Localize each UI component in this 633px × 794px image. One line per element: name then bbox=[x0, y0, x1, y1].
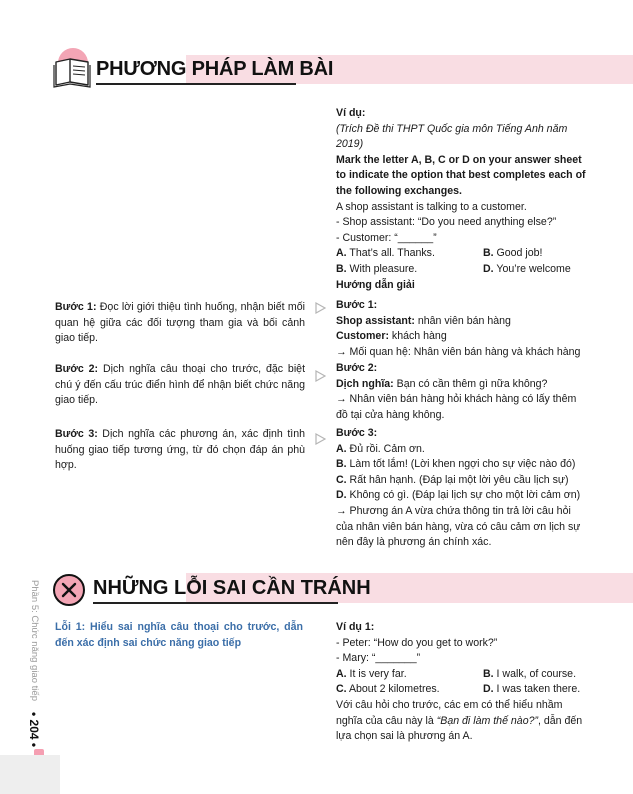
step3-right-line5: → Phương án A vừa chứa thông tin trả lời câu hỏi của nhân viên bán hàng, vừa có câu cảm ơn lịch sự nên đây là phương án chính xác. bbox=[336, 504, 581, 549]
sidebar-page-number: • 204 • bbox=[27, 712, 41, 748]
step1-right-line1: Shop assistant: nhân viên bán hàng bbox=[336, 314, 511, 327]
example1-block bbox=[336, 106, 586, 293]
section2-title: NHỮNG LỖI SAI CẦN TRÁNH bbox=[93, 577, 371, 599]
step3-right-label: Bước 3: bbox=[336, 427, 378, 439]
mistake1-option-b: B. I walk, of course. bbox=[483, 667, 577, 680]
mistake1-options-row1 bbox=[336, 667, 586, 683]
step2-right-line1: Dịch nghĩa: Bạn có cần thêm gì nữa không? bbox=[336, 377, 548, 390]
example1-source: (Trích Đề thi THPT Quốc gia môn Tiếng Anh năm 2019) bbox=[336, 122, 568, 151]
mistake1-label: Ví dụ 1: bbox=[336, 621, 375, 633]
book-icon bbox=[52, 57, 92, 89]
example1-label: Ví dụ: bbox=[336, 107, 366, 119]
triangle-arrow-icon bbox=[314, 370, 326, 382]
step2-right-label: Bước 2: bbox=[336, 362, 378, 374]
example1-line1: - Shop assistant: “Do you need anything else?” bbox=[336, 216, 557, 229]
step1-right-line2: Customer: khách hàng bbox=[336, 330, 447, 343]
section1-title: PHƯƠNG PHÁP LÀM BÀI bbox=[96, 58, 334, 80]
example1-guide: Hướng dẫn giải bbox=[336, 278, 415, 291]
step1-left-label: Bước 1: bbox=[55, 301, 97, 313]
mistake1-explanation: Với câu hỏi cho trước, các em có thể hiểu nhầm nghĩa của câu này là “Bạn đi làm thế nào?”, dẫn đến lựa chọn sai là phương án A. bbox=[336, 698, 583, 743]
step2-right-line2: → Nhân viên bán hàng hỏi khách hàng có lấy thêm đồ tại cửa hàng không. bbox=[336, 393, 577, 421]
example1-options-row2 bbox=[336, 262, 586, 278]
step3-right bbox=[336, 426, 586, 551]
triangle-arrow-icon bbox=[314, 302, 326, 314]
example1-options-row1 bbox=[336, 246, 586, 262]
triangle-arrow-icon bbox=[314, 433, 326, 445]
example1-option-c: B. With pleasure. bbox=[336, 262, 418, 275]
example1-line2: - Customer: “______” bbox=[336, 231, 437, 244]
step2-left bbox=[55, 362, 305, 409]
example1-option-b: B. Good job! bbox=[483, 247, 543, 260]
example1-instruction: Mark the letter A, B, C or D on your answer sheet to indicate the option that best completes each of the following exchanges. bbox=[336, 153, 586, 197]
mistake1-option-a: A. It is very far. bbox=[336, 667, 407, 680]
sidebar-chapter: Phần 5: Chức năng giao tiếp bbox=[29, 580, 40, 701]
sidebar-footer-block bbox=[0, 755, 60, 794]
mistake1-example bbox=[336, 620, 586, 745]
step2-right bbox=[336, 361, 586, 423]
step2-left-text: Dịch nghĩa câu thoại cho trước, đặc biệt chú ý đến cấu trúc điển hình để nhận biết chức năng giao tiếp. bbox=[55, 363, 306, 407]
mistake1-heading: Lỗi 1: Hiểu sai nghĩa câu thoại cho trước, dẫn đến xác định sai chức năng giao tiếp bbox=[55, 621, 303, 649]
step3-right-line3: C. Rất hân hạnh. (Đáp lại một lời yêu cầu lịch sự) bbox=[336, 473, 569, 486]
example1-context: A shop assistant is talking to a customer. bbox=[336, 200, 527, 213]
mistake1-option-c: C. About 2 kilometres. bbox=[336, 683, 440, 696]
sidebar-chapter-wrap bbox=[26, 580, 42, 710]
example1-option-d: D. You’re welcome bbox=[483, 262, 571, 275]
x-circle-icon bbox=[52, 573, 86, 607]
section2-underline bbox=[93, 602, 338, 604]
step3-left-label: Bước 3: bbox=[55, 428, 98, 440]
step1-left-text: Đọc lời giới thiệu tình huống, nhận biết mối quan hệ giữa các đối tượng tham gia và bối cảnh giao tiếp. bbox=[55, 301, 305, 345]
step1-left bbox=[55, 300, 305, 347]
step1-right-line3: → Mối quan hệ: Nhân viên bán hàng và khách hàng bbox=[336, 345, 581, 358]
section1-underline bbox=[96, 83, 296, 85]
step3-left bbox=[55, 427, 305, 474]
example1-option-a: A. That’s all. Thanks. bbox=[336, 247, 435, 260]
sidebar-page-wrap bbox=[26, 712, 42, 752]
step1-right bbox=[336, 298, 586, 360]
mistake1-line2: - Mary: “_______” bbox=[336, 652, 421, 665]
step3-right-line4: D. Không có gì. (Đáp lại lịch sự cho một lời cảm ơn) bbox=[336, 489, 581, 502]
step3-left-text: Dịch nghĩa các phương án, xác định tình huống giao tiếp tương ứng, từ đó chọn đáp án phù hợp. bbox=[55, 428, 305, 472]
step1-right-label: Bước 1: bbox=[336, 299, 378, 311]
mistake1-line1: - Peter: “How do you get to work?” bbox=[336, 636, 498, 649]
mistake1-option-d: D. I was taken there. bbox=[483, 683, 581, 696]
step3-right-line1: A. Đủ rồi. Cảm ơn. bbox=[336, 442, 425, 455]
step3-right-line2: B. Làm tốt lắm! (Lời khen ngợi cho sự việc nào đó) bbox=[336, 458, 576, 471]
step2-left-label: Bước 2: bbox=[55, 363, 99, 375]
mistake1-options-row2 bbox=[336, 682, 586, 698]
